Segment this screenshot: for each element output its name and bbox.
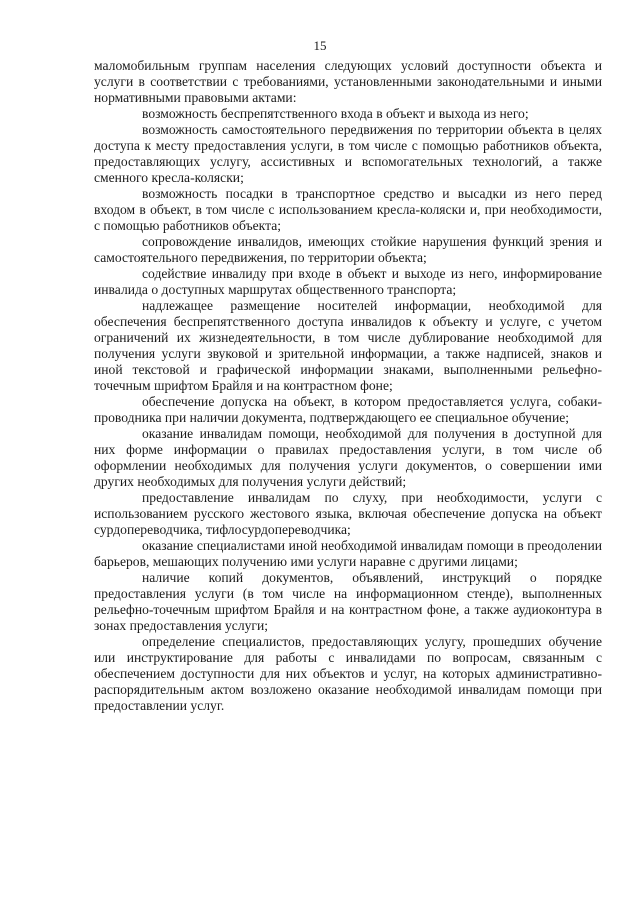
paragraph-item: содействие инвалиду при входе в объект и выходе из него, информирование инвалида о доступных маршрутах общественного транспорта; bbox=[94, 266, 602, 297]
paragraph-item: возможность самостоятельного передвижения по территории объекта в целях доступа к месту предоставления услуги, в том числе с помощью работников объекта, предоставляющих услугу, ассистивных и вспомогательных технологий, а также сменного кресла-коляски; bbox=[94, 122, 602, 185]
paragraph-item: возможность беспрепятственного входа в объект и выхода из него; bbox=[142, 106, 529, 121]
paragraph-item: возможность посадки в транспортное средство и высадки из него перед входом в объект, в том числе с использованием кресла-коляски и, при необходимости, с помощью работников объекта; bbox=[94, 186, 602, 233]
paragraph-item: обеспечение допуска на объект, в котором предоставляется услуга, собаки-проводника при наличии документа, подтверждающего ее специальное обучение; bbox=[94, 394, 602, 425]
paragraph-item: определение специалистов, предоставляющих услугу, прошедших обучение или инструктирование для работы с инвалидами по вопросам, связанным с обеспечением доступности для них объектов и услуг, на которых административно-распорядительным актом возложено оказание необходимой инвалидам помощи при предоставлении услуг. bbox=[94, 634, 602, 713]
page-number: 15 bbox=[313, 38, 327, 53]
document-body bbox=[94, 58, 602, 714]
paragraph-item: наличие копий документов, объявлений, инструкций о порядке предоставления услуги (в том числе на информационном стенде), выполненных рельефно-точечным шрифтом Брайля и на контрастном фоне, а также аудиоконтура в зонах предоставления услуги; bbox=[94, 570, 602, 633]
paragraph-item: оказание инвалидам помощи, необходимой для получения в доступной для них форме информации о правилах предоставления услуги, в том числе об оформлении необходимых для получения услуги документов, о совершении ими других необходимых для получения услуги действий; bbox=[94, 426, 602, 489]
paragraph-item: надлежащее размещение носителей информации, необходимой для обеспечения беспрепятственного доступа инвалидов к объекту и услуге, с учетом ограничений их жизнедеятельности, в том числе дублирование необходимой для получения услуги звуковой и зрительной информации, а также надписей, знаков и иной текстовой и графической информации знаками, выполненными рельефно-точечным шрифтом Брайля и на контрастном фоне; bbox=[94, 298, 602, 393]
paragraph-item: сопровождение инвалидов, имеющих стойкие нарушения функций зрения и самостоятельного передвижения, по территории объекта; bbox=[94, 234, 602, 265]
paragraph-item: предоставление инвалидам по слуху, при необходимости, услуги с использованием русского жестового языка, включая обеспечение допуска на объект сурдопереводчика, тифлосурдопереводчика; bbox=[94, 490, 602, 537]
paragraph-item: оказание специалистами иной необходимой инвалидам помощи в преодолении барьеров, мешающих получению ими услуги наравне с другими лицами; bbox=[94, 538, 602, 569]
paragraph-intro: маломобильным группам населения следующих условий доступности объекта и услуги в соответствии с требованиями, установленными законодательными и иными нормативными правовыми актами: bbox=[94, 58, 602, 105]
